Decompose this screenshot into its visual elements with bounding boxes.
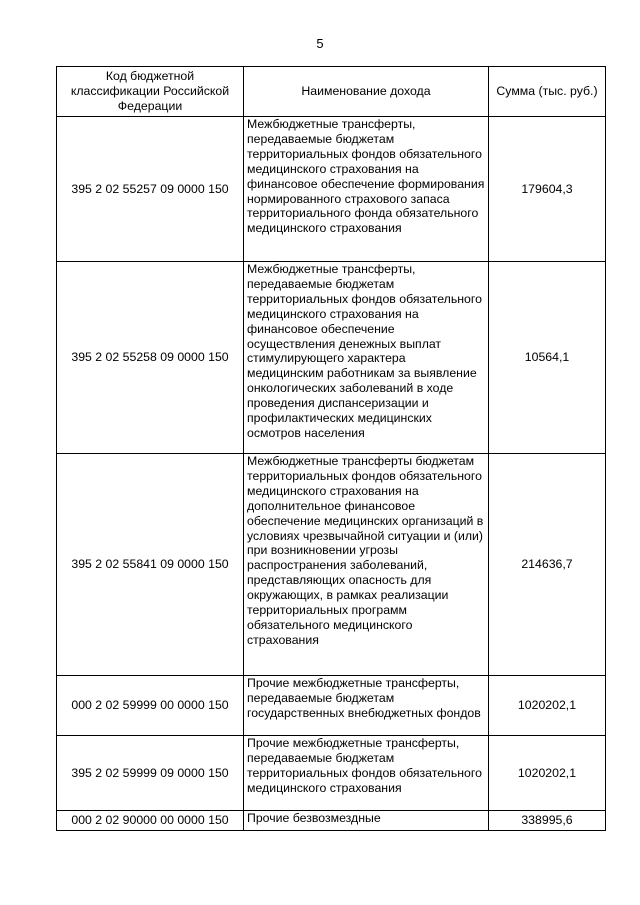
cell-sum: 179604,3 — [489, 117, 606, 262]
cell-sum: 1020202,1 — [489, 736, 606, 811]
header-sum: Сумма (тыс. руб.) — [489, 67, 606, 117]
page-number: 5 — [316, 36, 324, 51]
table-row — [57, 454, 606, 676]
cell-code: 395 2 02 55257 09 0000 150 — [57, 117, 244, 262]
cell-name: Межбюджетные трансферты, передаваемые бюджетам территориальных фондов обязательного медицинского страхования на финансовое обеспечение формирования нормированного страхового запаса территориального фонда обязательного медицинского страхования — [244, 117, 489, 262]
cell-sum: 1020202,1 — [489, 676, 606, 736]
cell-code: 395 2 02 55841 09 0000 150 — [57, 454, 244, 676]
table-header-row — [57, 67, 606, 117]
cell-code: 000 2 02 59999 00 0000 150 — [57, 676, 244, 736]
cell-sum: 214636,7 — [489, 454, 606, 676]
cell-name: Межбюджетные трансферты бюджетам территориальных фондов обязательного медицинского страхования на дополнительное финансовое обеспечение медицинских организаций в условиях чрезвычайной ситуации и (или) при возникновении угрозы распространения заболеваний, представляющих опасность для окружающих, в рамках реализации территориальных программ обязательного медицинского страхования — [244, 454, 489, 676]
cell-code: 395 2 02 59999 09 0000 150 — [57, 736, 244, 811]
cell-code: 395 2 02 55258 09 0000 150 — [57, 262, 244, 454]
table-row — [57, 117, 606, 262]
cell-name: Прочие межбюджетные трансферты, передаваемые бюджетам территориальных фондов обязательного медицинского страхования — [244, 736, 489, 811]
cell-code: 000 2 02 90000 00 0000 150 — [57, 811, 244, 831]
table-row — [57, 811, 606, 831]
table-row — [57, 736, 606, 811]
header-name: Наименование дохода — [244, 67, 489, 117]
cell-name: Прочие безвозмездные — [244, 811, 489, 831]
cell-sum: 338995,6 — [489, 811, 606, 831]
cell-name: Межбюджетные трансферты, передаваемые бюджетам территориальных фондов обязательного медицинского страхования на финансовое обеспечение осуществления денежных выплат стимулирующего характера медицинским работникам за выявление онкологических заболеваний в ходе проведения диспансеризации и профилактических медицинских осмотров населения — [244, 262, 489, 454]
header-code: Код бюджетной классификации Российской Федерации — [57, 67, 244, 117]
cell-sum: 10564,1 — [489, 262, 606, 454]
budget-income-table — [56, 66, 606, 831]
table-row — [57, 262, 606, 454]
cell-name: Прочие межбюджетные трансферты, передаваемые бюджетам государственных внебюджетных фондов — [244, 676, 489, 736]
table-row — [57, 676, 606, 736]
